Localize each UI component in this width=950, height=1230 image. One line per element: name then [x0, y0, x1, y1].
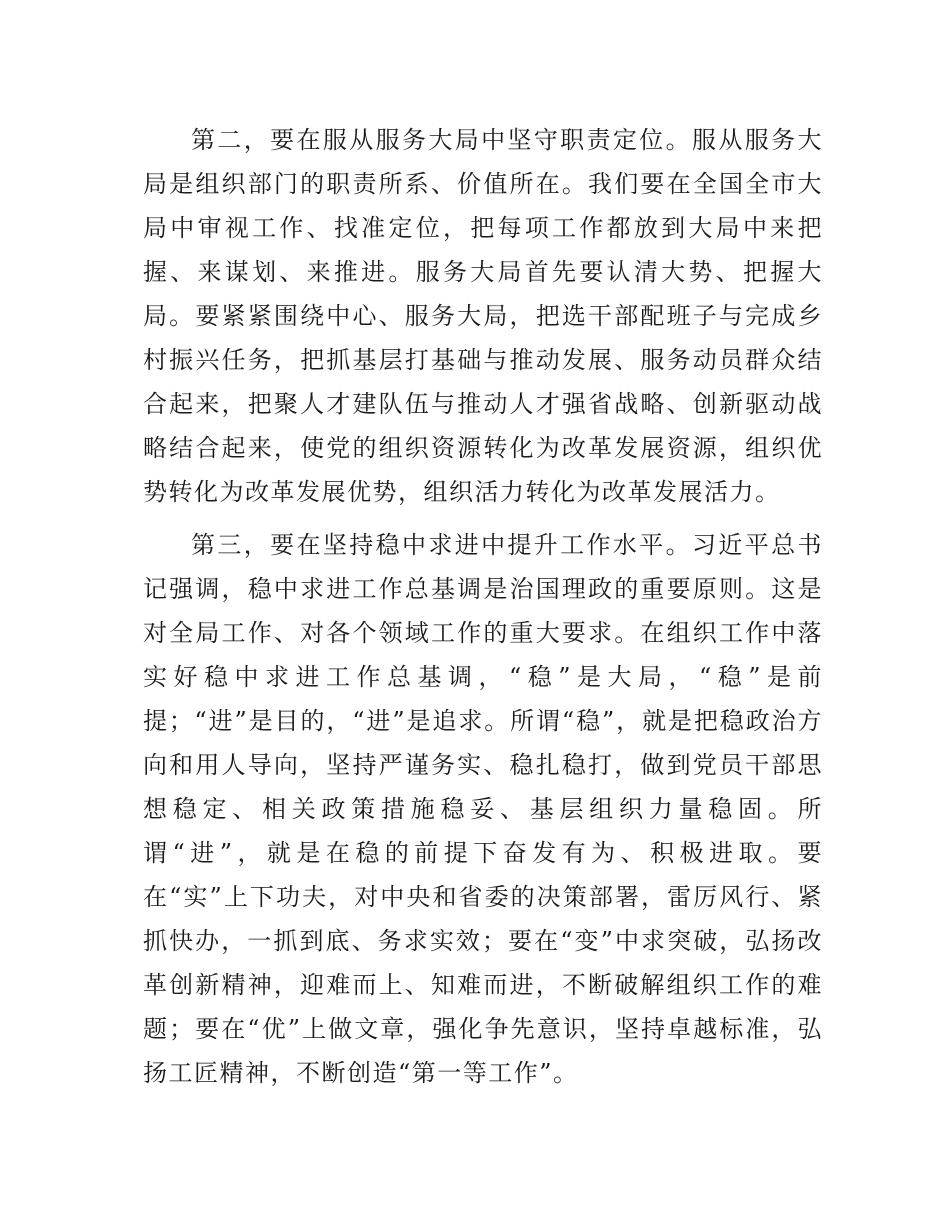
- document-body: [143, 118, 823, 1095]
- paragraph-third: 第三，要在坚持稳中求进中提升工作水平。习近平总书记强调，稳中求进工作总基调是治国理政的重要原则。这是对全局工作、对各个领域工作的重大要求。在组织工作中落实好稳中求进工作总基调，“稳”是大局，“稳”是前提；“进”是目的，“进”是追求。所谓“稳”，就是把稳政治方向和用人导向，坚持严谨务实、稳扎稳打，做到党员干部思想稳定、相关政策措施稳妥、基层组织力量稳固。所谓“进”，就是在稳的前提下奋发有为、积极进取。要在“实”上下功夫，对中央和省委的决策部署，雷厉风行、紧抓快办，一抓到底、务求实效；要在“变”中求突破，弘扬改革创新精神，迎难而上、知难而进，不断破解组织工作的难题；要在“优”上做文章，强化争先意识，坚持卓越标准，弘扬工匠精神，不断创造“第一等工作”。: [143, 531, 823, 1087]
- paragraph-second: 第二，要在服从服务大局中坚守职责定位。服从服务大局是组织部门的职责所系、价值所在。我们要在全国全市大局中审视工作、找准定位，把每项工作都放到大局中来把握、来谋划、来推进。服务大局首先要认清大势、把握大局。要紧紧围绕中心、服务大局，把选干部配班子与完成乡村振兴任务，把抓基层打基础与推动发展、服务动员群众结合起来，把聚人才建队伍与推动人才强省战略、创新驱动战略结合起来，使党的组织资源转化为改革发展资源，组织优势转化为改革发展优势，组织活力转化为改革发展活力。: [143, 126, 823, 506]
